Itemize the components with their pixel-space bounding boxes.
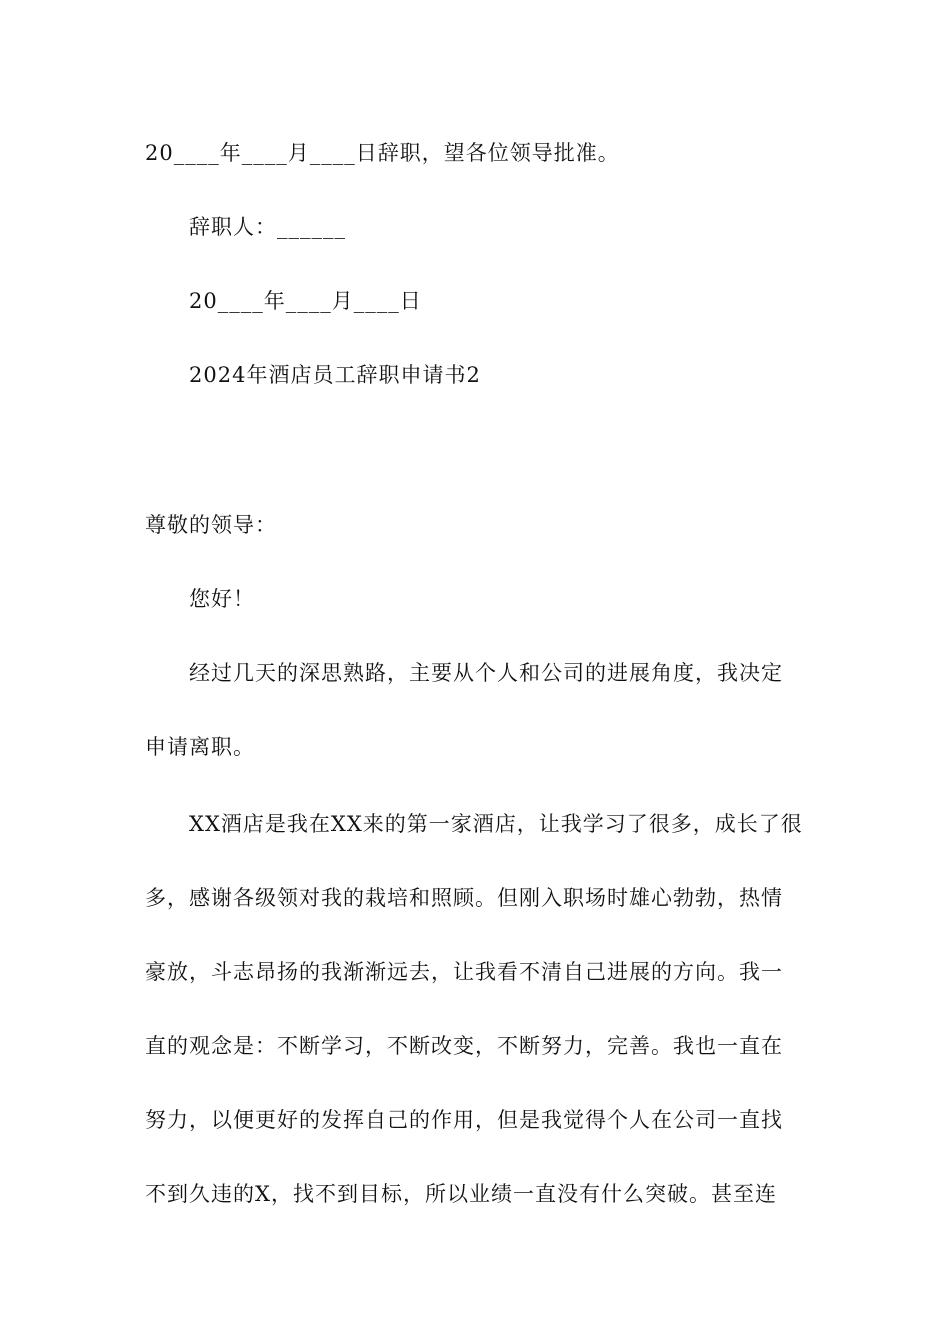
date-line: 20____年____月____日 [189, 289, 422, 313]
body-paragraph-line: 经过几天的深思熟路，主要从个人和公司的进展角度，我决定 [189, 661, 783, 685]
body-paragraph-line: 申请离职。 [145, 735, 255, 759]
body-paragraph-line: 豪放，斗志昂扬的我渐渐远去，让我看不清自己进展的方向。我一 [145, 960, 783, 984]
body-paragraph-line: 不到久违的X，找不到目标，所以业绩一直没有什么突破。甚至连 [145, 1182, 777, 1206]
body-paragraph-line: XX酒店是我在XX来的第一家酒店，让我学习了很多，成长了很 [189, 812, 803, 836]
salutation: 尊敬的领导： [145, 513, 277, 537]
body-paragraph-line: 直的观念是：不断学习，不断改变，不断努力，完善。我也一直在 [145, 1034, 783, 1058]
section-title: 2024年酒店员工辞职申请书2 [189, 363, 481, 387]
greeting: 您好！ [189, 587, 255, 611]
signature-line: 辞职人：______ [189, 215, 346, 239]
body-paragraph-line: 努力，以便更好的发挥自己的作用，但是我觉得个人在公司一直找 [145, 1108, 783, 1132]
body-paragraph-line: 多，感谢各级领对我的栽培和照顾。但刚入职场时雄心勃勃，热情 [145, 886, 783, 910]
resignation-date-line: 20____年____月____日辞职，望各位领导批准。 [145, 141, 620, 165]
